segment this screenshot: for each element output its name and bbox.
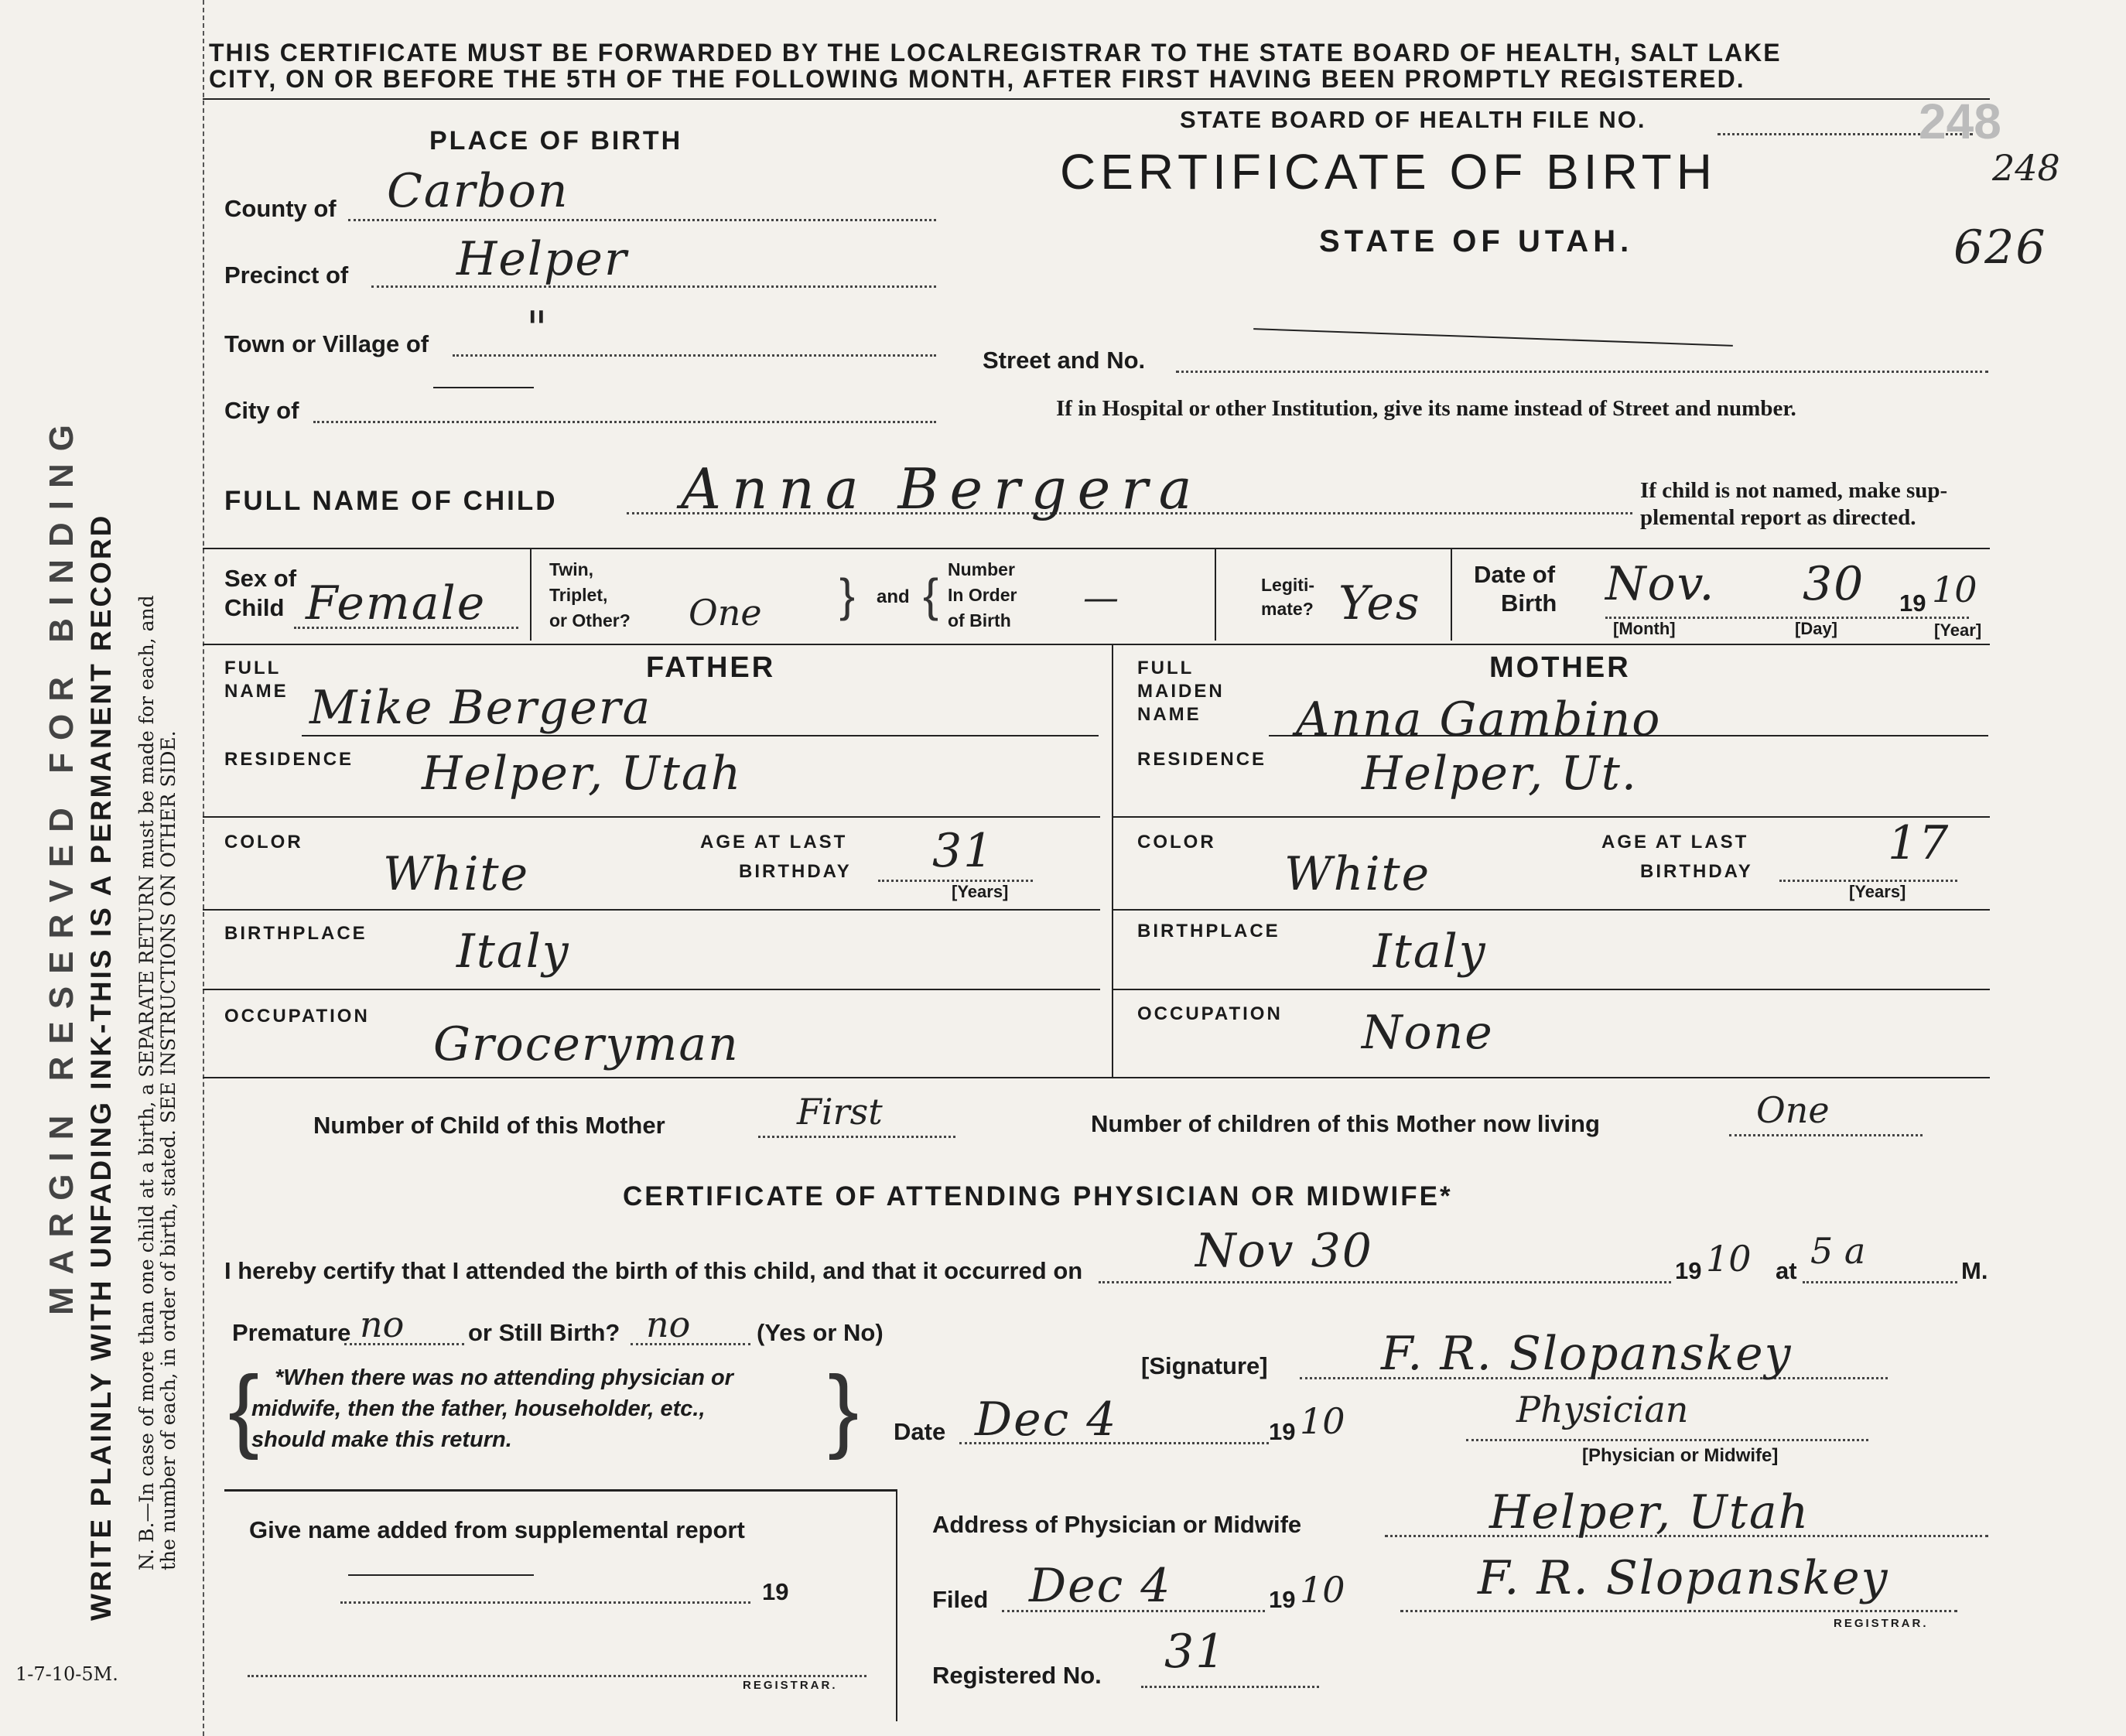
father-occupation-label: OCCUPATION (224, 1006, 370, 1027)
father-age-label-1: AGE AT LAST (700, 832, 848, 853)
city-label: City of (224, 397, 299, 424)
father-color-label: COLOR (224, 832, 303, 853)
mother-color-line (1112, 909, 1990, 911)
dob-month-caption: [Month] (1613, 619, 1676, 638)
county-value: Carbon (387, 164, 569, 218)
place-of-birth-heading: PLACE OF BIRTH (429, 126, 683, 155)
mother-age-value: 17 (1888, 816, 1950, 870)
father-years-caption: [Years] (952, 882, 1009, 901)
supplemental-box-top (224, 1489, 897, 1493)
registered-no-line (1141, 1686, 1319, 1688)
street-dash-mark (1253, 328, 1733, 347)
father-birthplace-value: Italy (456, 924, 570, 979)
mother-occupation-label: OCCUPATION (1137, 1003, 1283, 1024)
mother-occupation-value: None (1362, 1006, 1494, 1060)
twin-label-3: or Other? (549, 610, 631, 630)
supplemental-year-prefix: 19 (762, 1578, 789, 1605)
legit-label-2: mate? (1261, 599, 1314, 619)
mother-age-label-1: AGE AT LAST (1601, 832, 1749, 853)
mother-name-value: Anna Gambino (1296, 692, 1662, 747)
order-label-3: of Birth (948, 610, 1011, 630)
certificate-title: CERTIFICATE OF BIRTH (1060, 144, 1717, 200)
street-line (1176, 371, 1988, 373)
filed-year-prefix: 19 (1269, 1586, 1296, 1613)
father-residence-line (203, 816, 1100, 818)
parents-center-divider (1112, 644, 1113, 1077)
unnamed-note-line2: plemental report as directed. (1640, 505, 1916, 530)
occurred-time-line (1803, 1281, 1957, 1283)
occurred-year-value: 10 (1706, 1238, 1752, 1280)
occurred-date-line (1099, 1281, 1671, 1283)
dob-label-1: Date of (1474, 561, 1556, 588)
and-label: and (877, 586, 910, 607)
date-label: Date (894, 1418, 946, 1445)
legit-label-1: Legiti- (1261, 575, 1314, 595)
sex-value: Female (306, 576, 487, 630)
father-color-line (203, 909, 1100, 911)
note-bracket-left: { (228, 1357, 260, 1461)
father-birthplace-line (203, 989, 1100, 990)
mother-color-value: White (1284, 847, 1431, 901)
filed-date-value: Dec 4 (1029, 1559, 1172, 1613)
mother-name-label-3: NAME (1137, 704, 1201, 725)
binding-margin-line (203, 0, 204, 1736)
note-bracket-right: } (828, 1357, 860, 1461)
file-no-stamp: 248 (1919, 94, 2001, 149)
mother-name-label-1: FULL (1137, 658, 1195, 678)
forwarding-notice-line1: THIS CERTIFICATE MUST BE FORWARDED BY THE LOCALREGISTRAR TO THE STATE BOARD OF HEALTH, SALT LAKE (209, 39, 1782, 67)
mother-birthplace-line (1112, 989, 1990, 990)
occurred-time-value: 5 a (1810, 1230, 1866, 1272)
twin-value: One (689, 592, 762, 634)
signature-label: [Signature] (1141, 1352, 1268, 1379)
town-label: Town or Village of (224, 330, 429, 357)
physician-role-hw: Physician (1516, 1389, 1689, 1430)
father-heading: FATHER (646, 651, 776, 684)
registered-no-value: 31 (1164, 1625, 1227, 1679)
dob-label-2: Birth (1501, 589, 1557, 617)
twin-bracket: } (839, 569, 856, 621)
mother-name-label-2: MAIDEN (1137, 681, 1225, 702)
child-name-value: Anna Bergera (681, 456, 1203, 521)
sex-label-1: Sex of (224, 565, 297, 592)
state-name: STATE OF UTAH. (1319, 224, 1634, 258)
living-label: Number of children of this Mother now living (1091, 1110, 1600, 1137)
order-value: — (1083, 576, 1119, 618)
child-row-top-rule (203, 548, 1990, 549)
premature-value: no (360, 1304, 405, 1345)
permanent-record-notice: WRITE PLAINLY WITH UNFADING INK-THIS IS A PERMANENT RECORD (85, 513, 117, 1621)
note-line2: midwife, then the father, householder, etc., (251, 1396, 706, 1421)
address-value: Helper, Utah (1489, 1485, 1810, 1540)
child-number-value: First (797, 1091, 883, 1133)
occurred-year-prefix: 19 (1675, 1257, 1702, 1284)
child-number-label: Number of Child of this Mother (313, 1112, 665, 1139)
registered-no-label: Registered No. (932, 1662, 1102, 1689)
at-label: at (1776, 1257, 1797, 1284)
supplemental-box-right (896, 1489, 897, 1721)
mother-birthplace-label: BIRTHPLACE (1137, 921, 1280, 941)
legit-value: Yes (1338, 576, 1421, 630)
twin-label-1: Twin, (549, 559, 594, 579)
twin-label-2: Triplet, (549, 585, 608, 605)
supplemental-registrar-caption: REGISTRAR. (743, 1679, 838, 1692)
physician-signature: F. R. Slopanskey (1381, 1327, 1793, 1381)
city-dash-mark (433, 387, 534, 388)
precinct-value: Helper (456, 232, 628, 286)
role-caption: [Physician or Midwife] (1582, 1445, 1779, 1466)
dob-year-caption: [Year] (1934, 620, 1982, 640)
note-line1: *When there was no attending physician or (275, 1365, 733, 1390)
legit-divider (1215, 548, 1216, 641)
supplemental-label: Give name added from supplemental report (249, 1516, 745, 1543)
city-line (313, 421, 936, 423)
mother-birthplace-value: Italy (1373, 924, 1487, 979)
town-line (453, 354, 936, 357)
mother-residence-line (1112, 816, 1990, 818)
file-no-label: STATE BOARD OF HEALTH FILE NO. (1180, 106, 1646, 133)
stillbirth-value: no (646, 1304, 691, 1345)
occurred-date-value: Nov 30 (1195, 1224, 1373, 1278)
supplemental-registrar-line (248, 1675, 866, 1677)
order-label-2: In Order (948, 585, 1017, 605)
county-label: County of (224, 195, 337, 222)
order-label-1: Number (948, 559, 1015, 579)
father-name-line (302, 735, 1099, 736)
living-value: One (1756, 1089, 1830, 1131)
filed-year-value: 10 (1300, 1569, 1345, 1611)
note-line3: should make this return. (251, 1427, 512, 1452)
registrar-signature: F. R. Slopanskey (1478, 1551, 1889, 1605)
mother-age-label-2: BIRTHDAY (1640, 861, 1753, 882)
unnamed-note-line1: If child is not named, make sup- (1640, 478, 1948, 503)
hw-file-number: 248 (1992, 147, 2060, 189)
hospital-note: If in Hospital or other Institution, give its name instead of Street and number. (1056, 396, 1796, 421)
supplemental-dash-mark (348, 1574, 534, 1576)
parents-bottom-rule (203, 1077, 1990, 1078)
dob-day-value: 30 (1803, 557, 1865, 611)
father-residence-value: Helper, Utah (422, 747, 743, 801)
dob-year-prefix: 19 (1899, 589, 1926, 617)
mother-years-caption: [Years] (1849, 882, 1906, 901)
mother-residence-value: Helper, Ut. (1362, 747, 1638, 801)
dob-divider (1451, 548, 1452, 641)
father-name-value: Mike Bergera (309, 681, 652, 735)
hw-reference-number: 626 (1953, 220, 2047, 275)
stillbirth-label: or Still Birth? (468, 1319, 620, 1346)
dob-year-value: 10 (1932, 569, 1977, 610)
mother-residence-label: RESIDENCE (1137, 749, 1267, 770)
father-name-label-2: NAME (224, 681, 289, 702)
date-year-prefix: 19 (1269, 1418, 1296, 1445)
sex-line (294, 627, 518, 629)
father-residence-label: RESIDENCE (224, 749, 354, 770)
father-birthplace-label: BIRTHPLACE (224, 923, 367, 944)
father-name-label-1: FULL (224, 658, 282, 678)
role-line (1466, 1439, 1868, 1441)
date-year-value: 10 (1300, 1400, 1345, 1442)
precinct-label: Precinct of (224, 261, 349, 289)
father-age-value: 31 (932, 824, 995, 878)
dob-month-value: Nov. (1605, 557, 1716, 611)
form-code: 1-7-10-5M. (15, 1663, 118, 1685)
physician-heading: CERTIFICATE OF ATTENDING PHYSICIAN OR MIDWIFE* (623, 1181, 1453, 1211)
child-number-line (758, 1136, 955, 1138)
certify-text: I hereby certify that I attended the birth of this child, and that it occurred on (224, 1257, 1083, 1284)
filed-label: Filed (932, 1586, 989, 1613)
forwarding-notice-line2: CITY, ON OR BEFORE THE 5TH OF THE FOLLOWING MONTH, AFTER FIRST HAVING BEEN PROMPTLY REGISTERED. (209, 65, 1745, 93)
m-label: M. (1961, 1257, 1988, 1284)
registrar-line (1400, 1610, 1957, 1612)
dob-day-caption: [Day] (1795, 619, 1838, 638)
nb-note-line1: N. B.—In case of more than one child at a birth, a SEPARATE RETURN must be made for each, and (135, 595, 158, 1570)
father-color-value: White (383, 847, 530, 901)
living-line (1729, 1134, 1923, 1136)
father-age-label-2: BIRTHDAY (739, 861, 852, 882)
header-rule (203, 98, 1990, 100)
town-value: " (526, 302, 549, 356)
parents-top-rule (203, 644, 1990, 645)
registrar-caption: REGISTRAR. (1834, 1617, 1929, 1630)
father-occupation-value: Groceryman (433, 1017, 740, 1071)
premature-label: Premature (232, 1319, 351, 1346)
yes-no-label: (Yes or No) (757, 1319, 884, 1346)
mother-name-line (1269, 735, 1988, 736)
county-line (348, 219, 936, 221)
mother-color-label: COLOR (1137, 832, 1216, 853)
supplemental-line (340, 1601, 750, 1604)
address-label: Address of Physician or Midwife (932, 1511, 1302, 1538)
street-label: Street and No. (983, 347, 1146, 374)
child-name-label: FULL NAME OF CHILD (224, 486, 558, 516)
nb-note-line2: the number of each, in order of birth, stated. SEE INSTRUCTIONS ON OTHER SIDE. (157, 730, 179, 1570)
order-bracket: { (923, 569, 939, 621)
mother-heading: MOTHER (1489, 651, 1631, 684)
date-value: Dec 4 (975, 1393, 1118, 1447)
binding-margin-text: MARGIN RESERVED FOR BINDING (43, 412, 80, 1315)
sex-label-2: Child (224, 594, 285, 621)
twin-divider (530, 548, 532, 641)
